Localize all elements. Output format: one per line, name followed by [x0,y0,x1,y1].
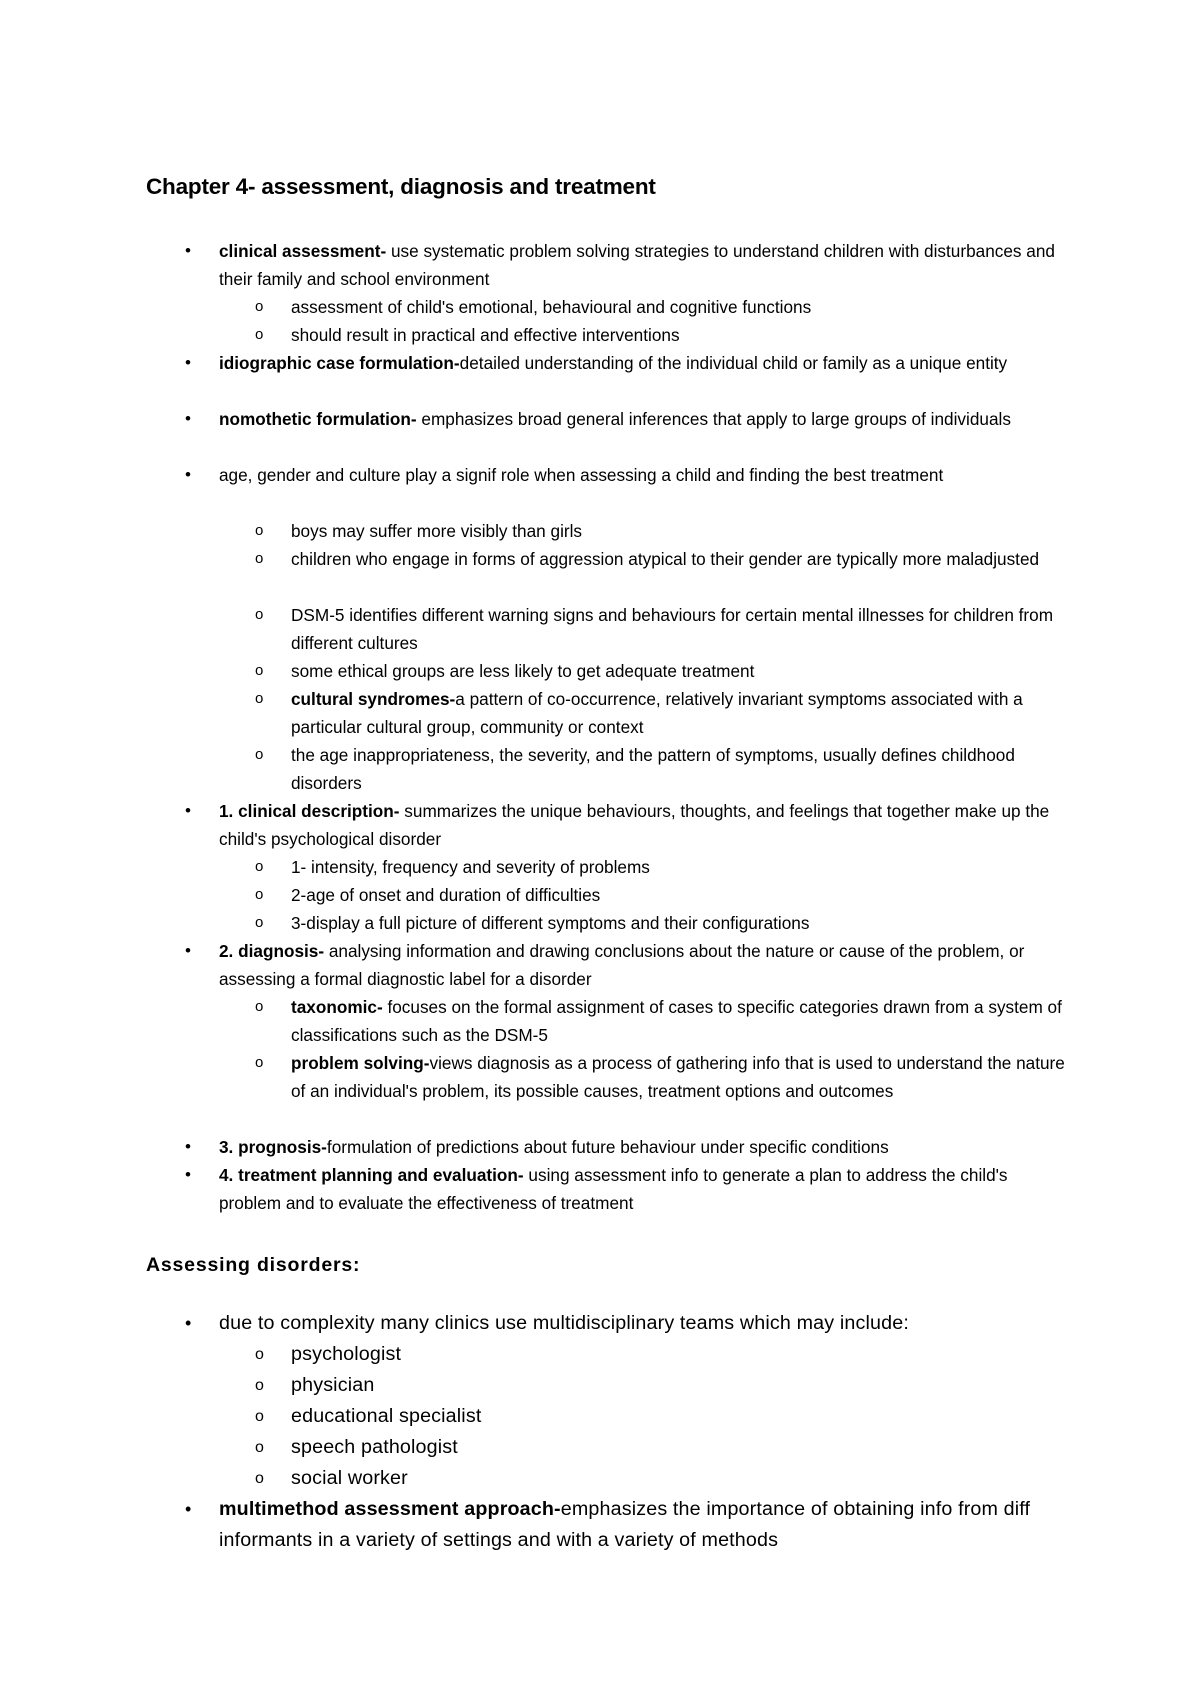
term: cultural syndromes- [291,689,456,709]
term: idiographic case formulation- [219,353,460,373]
sub-bullet-icon: o [255,1054,264,1071]
list-item [185,797,1069,853]
sub-bullet-icon: o [255,662,264,679]
sub-bullet-icon: o [255,550,264,567]
definition: views diagnosis as a process of gathering info that is used to understand the nature of an individual's problem, its possible causes, treatment options and outcomes [291,1053,1065,1102]
definition: formulation of predictions about future behaviour under specific conditions [326,1137,889,1157]
sub-list-item: o should result in practical and effective interventions [291,321,1071,349]
list-item [185,937,1069,993]
term: problem solving- [291,1053,430,1073]
bullet-icon: • [185,241,191,260]
list-item [185,1161,1069,1217]
sub-list-item: o 2-age of onset and duration of difficulties [291,881,1071,909]
term: 3. prognosis- [219,1137,327,1157]
bullet-icon: • [185,1137,191,1156]
definition: a pattern of co-occurrence, relatively invariant symptoms associated with a particular cultural group, community or context [291,689,1023,738]
sub-bullet-icon: o [255,914,264,931]
sub-list-item [255,1049,1071,1105]
sub-list-item: o boys may suffer more visibly than girls [291,517,1071,545]
sub-list-item: o 3-display a full picture of different symptoms and their configurations [291,909,1071,937]
term: 1. clinical description- [219,801,400,821]
list-item [185,349,1069,377]
bullet-icon: • [185,465,191,484]
bullet-icon: • [185,941,191,960]
sub-list-item [255,685,1071,741]
term: multimethod assessment approach- [219,1498,561,1520]
definition: detailed understanding of the individual child or family as a unique entity [459,353,1008,373]
sub-list-item: o children who engage in forms of aggression atypical to their gender are typically more maladjusted [291,545,1071,573]
sub-list-item: o physician [291,1370,1071,1401]
sub-list-item: o some ethical groups are less likely to get adequate treatment [291,657,1071,685]
page-title: Chapter 4- assessment, diagnosis and treatment [146,174,656,199]
list-item [185,1133,1069,1161]
sub-list-item: o 1- intensity, frequency and severity of problems [291,853,1071,881]
sub-bullet-icon: o [255,1408,265,1425]
sub-list-item: o the age inappropriateness, the severity, and the pattern of symptoms, usually defines childhood disorders [291,741,1071,797]
list-item: • due to complexity many clinics use multidisciplinary teams which may include: [219,1308,1069,1339]
sub-bullet-icon: o [255,858,264,875]
term: nomothetic formulation- [219,409,417,429]
sub-bullet-icon: o [255,690,264,707]
section-heading: Assessing disorders: [146,1254,361,1276]
bullet-icon: • [185,1165,191,1184]
sub-list-item: o psychologist [291,1339,1071,1370]
sub-bullet-icon: o [255,606,264,623]
term: 4. treatment planning and evaluation- [219,1165,524,1185]
definition: summarizes the unique behaviours, thoughts, and feelings that together make up the child's psychological disorder [219,801,1050,850]
definition: emphasizes the importance of obtaining info from diff informants in a variety of settings and with a variety of methods [219,1498,1031,1551]
definition: using assessment info to generate a plan to address the child's problem and to evaluate the effectiveness of treatment [219,1165,1008,1214]
bullet-icon: • [185,801,191,820]
definition: use systematic problem solving strategies to understand children with disturbances and their family and school environment [219,241,1055,290]
sub-list-item: o assessment of child's emotional, behavioural and cognitive functions [291,293,1071,321]
sub-bullet-icon: o [255,522,264,539]
list-item [185,405,1069,433]
sub-bullet-icon: o [255,1346,265,1363]
bullet-icon: • [185,1313,192,1333]
definition: focuses on the formal assignment of cases to specific categories drawn from a system of classifications such as the DSM-5 [291,997,1062,1046]
sub-list-item: o educational specialist [291,1401,1071,1432]
definition: analysing information and drawing conclusions about the nature or cause of the problem, or assessing a formal diagnostic label for a disorder [219,941,1025,990]
term: clinical assessment- [219,241,387,261]
definition: emphasizes broad general inferences that apply to large groups of individuals [416,409,1011,429]
bullet-icon: • [185,409,191,428]
sub-bullet-icon: o [255,298,264,315]
sub-list-item: o speech pathologist [291,1432,1071,1463]
sub-bullet-icon: o [255,1439,265,1456]
bullet-icon: • [185,353,191,372]
bullet-icon: • [185,1499,192,1519]
sub-bullet-icon: o [255,746,264,763]
sub-bullet-icon: o [255,1470,265,1487]
term: 2. diagnosis- [219,941,325,961]
sub-list-item: o social worker [291,1463,1071,1494]
sub-bullet-icon: o [255,1377,265,1394]
sub-list-item: o DSM-5 identifies different warning signs and behaviours for certain mental illnesses for children from different cultures [291,601,1071,657]
list-item [185,237,1069,293]
sub-bullet-icon: o [255,886,264,903]
term: taxonomic- [291,997,383,1017]
list-item [185,1494,1069,1556]
sub-bullet-icon: o [255,998,264,1015]
sub-list-item [255,993,1071,1049]
sub-bullet-icon: o [255,326,264,343]
list-item: • age, gender and culture play a signif role when assessing a child and finding the best treatment [219,461,1069,489]
